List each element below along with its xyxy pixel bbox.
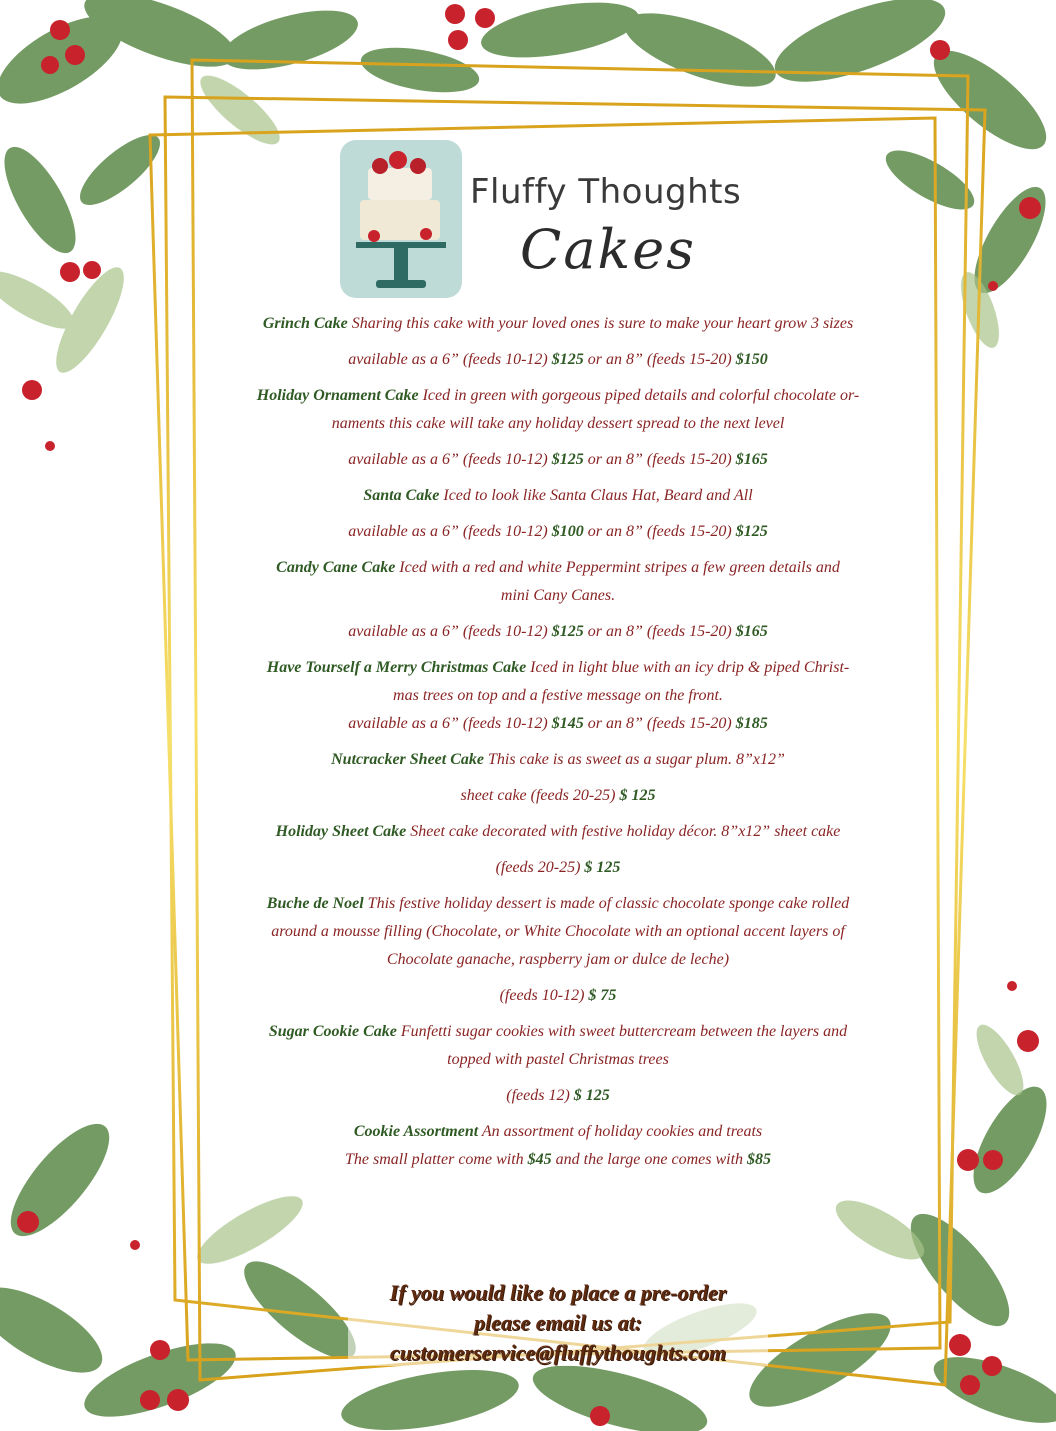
item-price: $ 125 <box>573 1087 610 1104</box>
menu-item <box>220 554 896 646</box>
item-name: Grinch Cake <box>262 315 348 332</box>
item-size: available as a 6” (feeds 10-12) <box>348 523 552 540</box>
logo <box>330 140 780 310</box>
contact-email[interactable]: customerservice@fluffythoughts.com <box>389 1340 727 1365</box>
item-price: $ 125 <box>619 787 656 804</box>
item-desc: Funfetti sugar cookies with sweet buttercream between the layers and <box>396 1023 848 1040</box>
item-name: Santa Cake <box>363 487 440 504</box>
item-desc: naments this cake will take any holiday dessert spread to the next level <box>331 415 785 432</box>
item-name: Nutcracker Sheet Cake <box>331 751 484 768</box>
item-desc: Iced in green with gorgeous piped details and colorful chocolate or- <box>418 387 860 404</box>
preorder-line: If you would like to place a pre-order <box>389 1280 727 1305</box>
brand-name: Fluffy Thoughts <box>470 172 742 212</box>
item-size: (feeds 12) <box>506 1087 574 1104</box>
item-price: $145 <box>551 715 584 732</box>
item-name: Cookie Assortment <box>353 1123 479 1140</box>
item-price: $150 <box>735 351 768 368</box>
item-size: available as a 6” (feeds 10-12) <box>348 451 552 468</box>
menu-item <box>220 818 896 882</box>
item-price: $165 <box>735 451 768 468</box>
item-desc: mini Cany Canes. <box>500 587 616 604</box>
item-name: Candy Cane Cake <box>276 559 396 576</box>
item-desc: Iced with a red and white Peppermint stripes a few green details and <box>395 559 840 576</box>
brand-script: Cakes <box>520 218 696 281</box>
menu-item <box>220 746 896 810</box>
item-size: sheet cake (feeds 20-25) <box>460 787 620 804</box>
item-size: or an 8” (feeds 15-20) <box>583 715 736 732</box>
item-size: or an 8” (feeds 15-20) <box>583 623 736 640</box>
menu-item <box>220 382 896 474</box>
item-price: $185 <box>735 715 768 732</box>
item-price: $100 <box>551 523 584 540</box>
item-desc: This cake is as sweet as a sugar plum. 8”x12” <box>483 751 785 768</box>
item-size: available as a 6” (feeds 10-12) <box>348 351 552 368</box>
item-price: $125 <box>551 351 584 368</box>
preorder-line: please email us at: <box>473 1310 643 1335</box>
item-desc: mas trees on top and a festive message on the front. <box>393 687 723 704</box>
item-size: and the large one comes with <box>551 1151 748 1168</box>
item-size: The small platter come with <box>344 1151 528 1168</box>
item-price: $ 75 <box>588 987 617 1004</box>
cake-illustration <box>340 140 462 298</box>
menu-item <box>220 654 896 738</box>
menu-item <box>220 1118 896 1174</box>
menu-item <box>220 310 896 374</box>
item-size: or an 8” (feeds 15-20) <box>583 351 736 368</box>
item-size: or an 8” (feeds 15-20) <box>583 451 736 468</box>
item-desc: Chocolate ganache, raspberry jam or dulce de leche) <box>386 951 730 968</box>
item-size: (feeds 10-12) <box>499 987 589 1004</box>
item-name: Holiday Ornament Cake <box>256 387 419 404</box>
item-size: or an 8” (feeds 15-20) <box>583 523 736 540</box>
item-name: Holiday Sheet Cake <box>275 823 407 840</box>
menu-item <box>220 1018 896 1110</box>
item-price: $125 <box>735 523 768 540</box>
menu-item <box>220 482 896 546</box>
item-size: available as a 6” (feeds 10-12) <box>348 715 552 732</box>
item-name: Buche de Noel <box>266 895 364 912</box>
item-desc: Iced in light blue with an icy drip & piped Christ- <box>526 659 850 676</box>
item-price: $85 <box>747 1151 772 1168</box>
item-name: Have Tourself a Merry Christmas Cake <box>266 659 527 676</box>
item-desc: Sharing this cake with your loved ones is sure to make your heart grow 3 sizes <box>347 315 854 332</box>
item-desc: Sheet cake decorated with festive holiday décor. 8”x12” sheet cake <box>406 823 841 840</box>
menu-list <box>220 310 896 1174</box>
item-size: available as a 6” (feeds 10-12) <box>348 623 552 640</box>
item-size: (feeds 20-25) <box>495 859 585 876</box>
item-desc: around a mousse filling (Chocolate, or White Chocolate with an optional accent layers of <box>271 923 845 940</box>
item-price: $165 <box>735 623 768 640</box>
item-price: $45 <box>527 1151 552 1168</box>
item-desc: topped with pastel Christmas trees <box>447 1051 669 1068</box>
item-desc: Iced to look like Santa Claus Hat, Beard and All <box>439 487 753 504</box>
item-price: $125 <box>551 451 584 468</box>
item-desc: An assortment of holiday cookies and treats <box>478 1123 763 1140</box>
preorder-note <box>348 1278 768 1366</box>
item-price: $ 125 <box>584 859 621 876</box>
item-price: $125 <box>551 623 584 640</box>
menu-item <box>220 890 896 1010</box>
item-name: Sugar Cookie Cake <box>268 1023 397 1040</box>
item-desc: This festive holiday dessert is made of classic chocolate sponge cake rolled <box>363 895 850 912</box>
